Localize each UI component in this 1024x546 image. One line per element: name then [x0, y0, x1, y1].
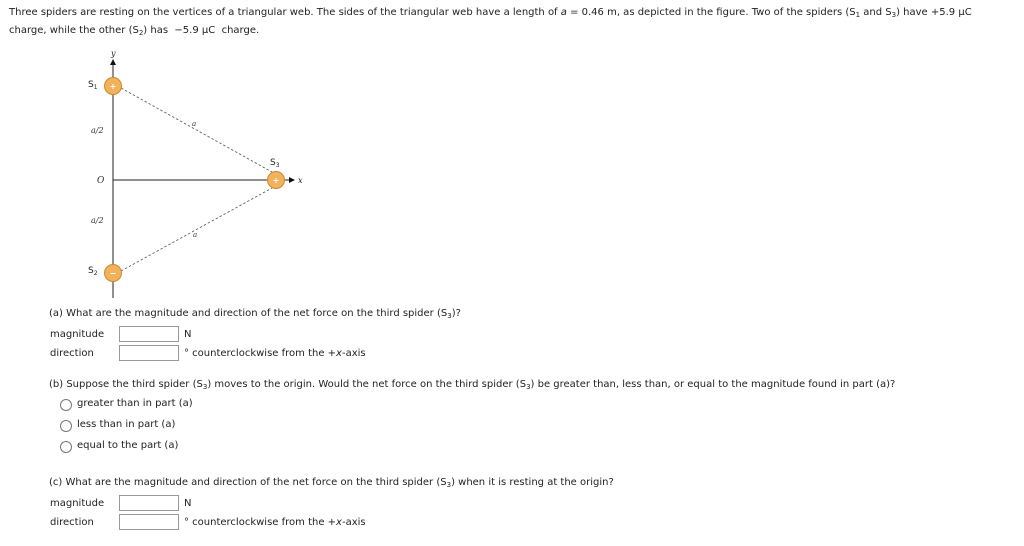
- problem-line-1: [9, 4, 1009, 22]
- spider-s1-charge: [105, 78, 122, 95]
- half-a-top-label: a/2: [91, 126, 104, 135]
- side-s2-s3: [121, 188, 272, 271]
- part-c-magnitude-input[interactable]: [119, 495, 179, 511]
- s2-sign: −: [109, 269, 117, 278]
- s2-label: $S_2$: [88, 266, 98, 277]
- triangle-web-figure: [60, 44, 330, 304]
- side-label-top: a: [192, 120, 197, 128]
- part-a-direction-row: [50, 345, 470, 363]
- intro-text: Three spiders are resting on the vertices of a triangular web. The sides of the triangular web have a length of: [9, 7, 561, 18]
- s1-label: $S_1$: [88, 80, 98, 91]
- intro-text: ) has −5.9 μC charge.: [143, 25, 260, 36]
- intro-text: and S: [860, 7, 892, 18]
- part-a-magnitude-label: magnitude: [50, 329, 105, 340]
- intro-sub: 2: [138, 29, 144, 37]
- origin-label: O: [97, 176, 105, 186]
- problem-statement: [9, 4, 1009, 40]
- part-a-sub: 3: [447, 312, 452, 320]
- side-label-bottom: a: [193, 231, 198, 239]
- option-less-label: less than in part (a): [77, 419, 176, 430]
- s3-label: $S_3$: [270, 158, 280, 169]
- option-equal-label: equal to the part (a): [77, 440, 179, 451]
- problem-line-2: [9, 22, 1009, 40]
- part-c-magnitude-unit: N: [184, 498, 192, 509]
- spider-s3-charge: [268, 172, 285, 189]
- part-c-direction-label: direction: [50, 517, 94, 528]
- part-c-sub: 3: [446, 481, 452, 489]
- part-a-magnitude-row: [50, 326, 470, 344]
- part-c-question: [49, 476, 614, 490]
- intro-sub: 3: [891, 11, 897, 19]
- radio-greater[interactable]: [60, 399, 72, 411]
- part-b-text: ) moves to the origin. Would the net force on the third spider (S: [207, 379, 527, 390]
- half-a-bottom-label: a/2: [91, 216, 104, 225]
- intro-var-a: a: [560, 7, 567, 18]
- part-c-direction-input[interactable]: [119, 514, 179, 530]
- s3-sign: +: [272, 176, 280, 185]
- part-b-text: (b) Suppose the third spider (S: [49, 379, 203, 390]
- part-a-direction-unit: ° counterclockwise from the +x-axis: [184, 348, 366, 359]
- part-b-question: [49, 378, 1019, 392]
- intro-text: charge, while the other (S: [9, 25, 139, 36]
- s1-sign: +: [109, 82, 117, 91]
- side-s1-s3: [121, 88, 272, 172]
- part-c-text: (c) What are the magnitude and direction of the net force on the third spider (S: [49, 477, 447, 488]
- part-c-direction-unit: ° counterclockwise from the +x-axis: [184, 517, 366, 528]
- part-b-sub: 3: [526, 383, 531, 391]
- part-b-text: ) be greater than, less than, or equal to the magnitude found in part (a)?: [530, 379, 896, 390]
- part-a-direction-label: direction: [50, 348, 94, 359]
- radio-less[interactable]: [60, 420, 72, 432]
- part-a-direction-input[interactable]: [119, 345, 179, 361]
- intro-text: ) have +5.9 μC: [896, 7, 972, 18]
- y-axis-label: y: [111, 49, 116, 58]
- intro-sub: 1: [855, 11, 861, 19]
- part-a-text: )?: [451, 308, 461, 319]
- part-a-question: [49, 307, 461, 321]
- spider-s2-charge: [105, 265, 122, 282]
- option-greater-label: greater than in part (a): [77, 398, 193, 409]
- part-a-magnitude-unit: N: [184, 329, 192, 340]
- x-axis-label: x: [298, 176, 303, 185]
- part-c-direction-row: [50, 514, 470, 532]
- part-a-magnitude-input[interactable]: [119, 326, 179, 342]
- part-c-magnitude-label: magnitude: [50, 498, 105, 509]
- part-c-magnitude-row: [50, 495, 470, 513]
- intro-text: = 0.46 m, as depicted in the figure. Two of the spiders (S: [566, 7, 856, 18]
- part-a-text: (a) What are the magnitude and direction of the net force on the third spider (S: [49, 308, 448, 319]
- part-b-sub: 3: [202, 383, 208, 391]
- radio-equal[interactable]: [60, 441, 72, 453]
- part-c-text: ) when it is resting at the origin?: [451, 477, 614, 488]
